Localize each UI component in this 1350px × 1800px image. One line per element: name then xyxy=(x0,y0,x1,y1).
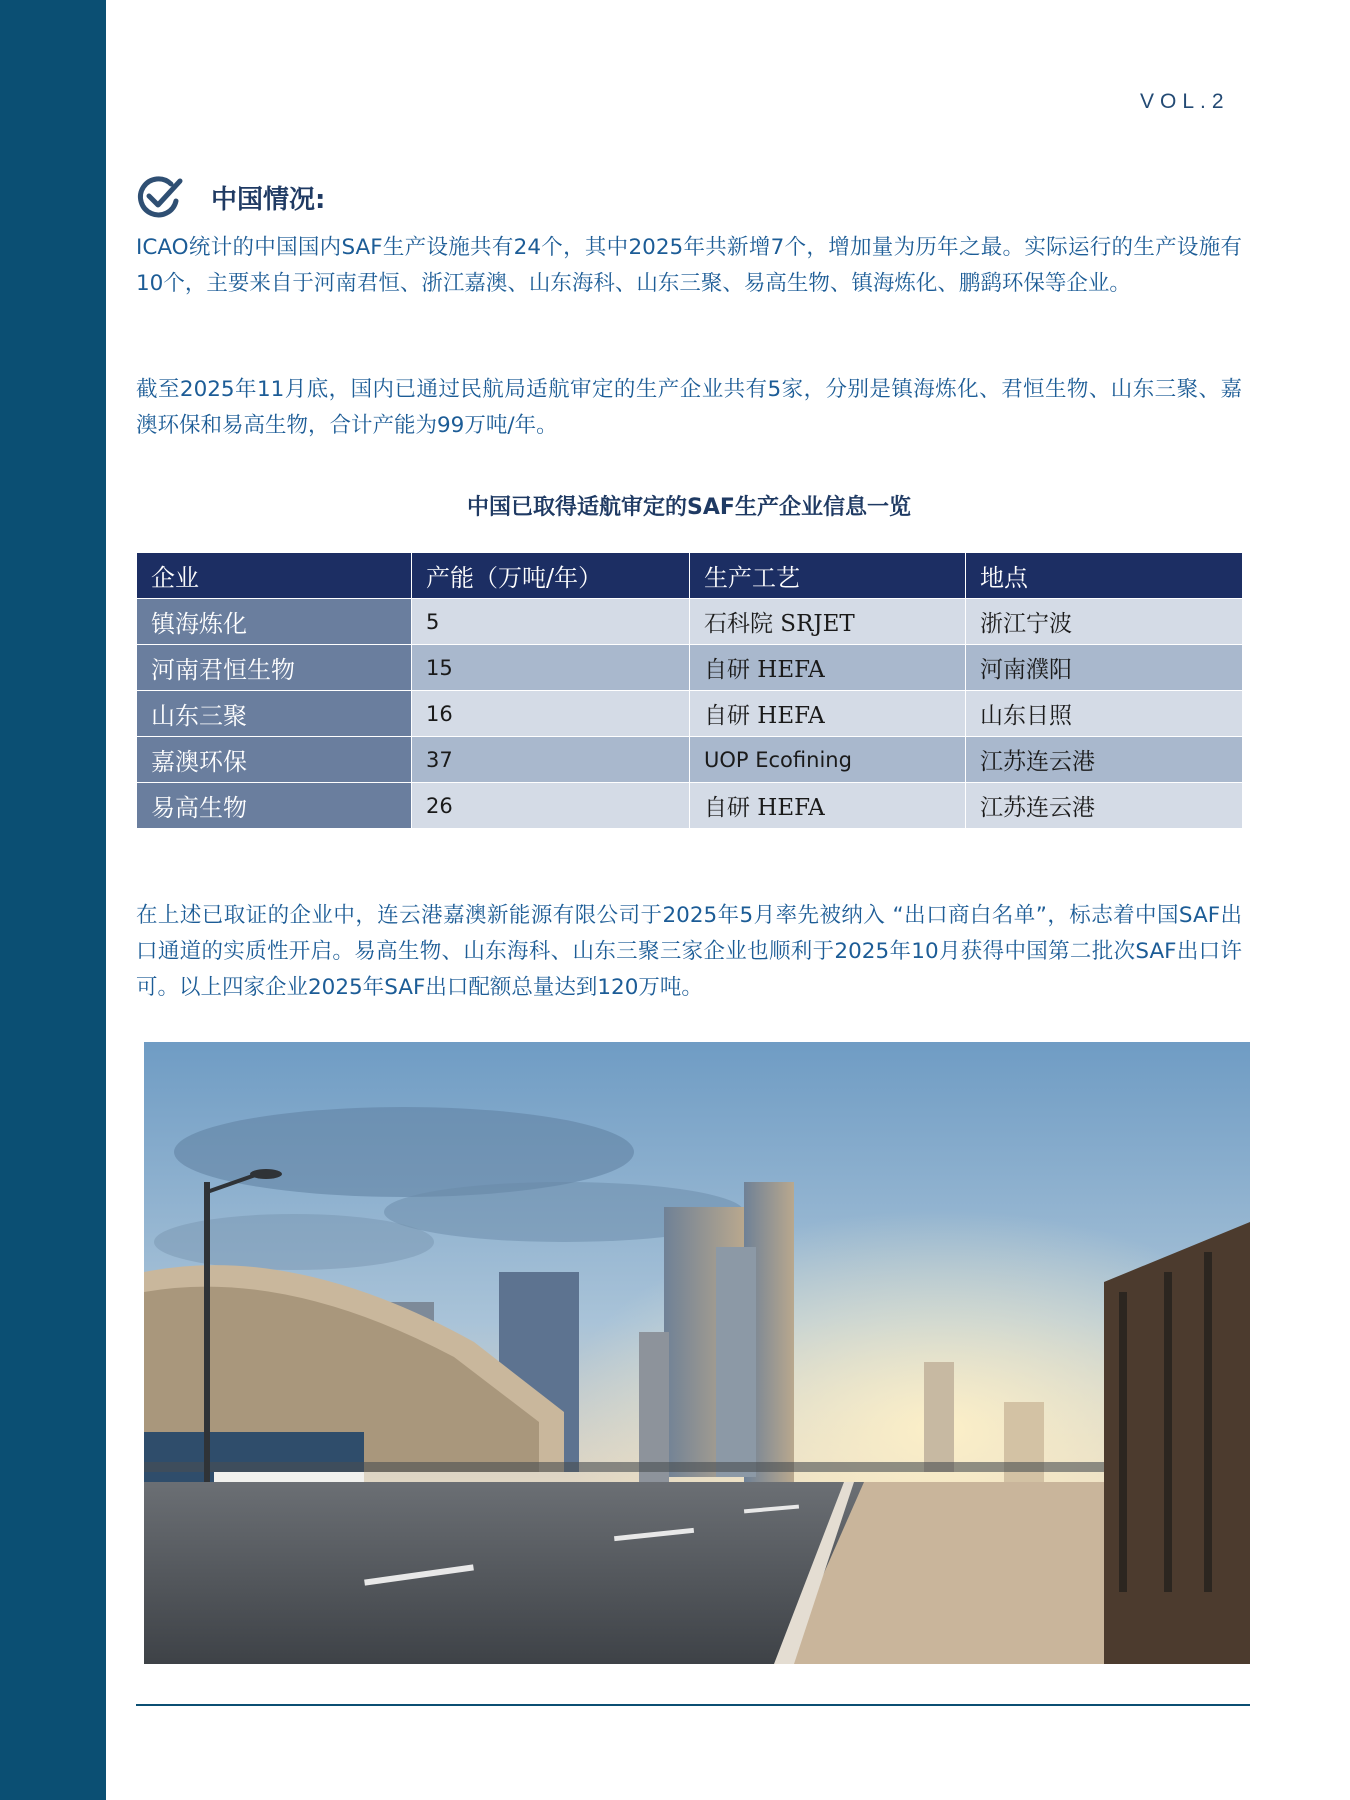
paragraph-certified: 截至2025年11月底，国内已通过民航局适航审定的生产企业共有5家，分别是镇海炼化、君恒生物、山东三聚、嘉澳环保和易高生物，合计产能为99万吨/年。 xyxy=(136,377,1242,438)
table-row xyxy=(137,645,1243,691)
table-caption: 中国已取得适航审定的SAF生产企业信息一览 xyxy=(467,495,911,520)
table-row xyxy=(137,691,1243,737)
header-company: 企业 xyxy=(137,553,412,599)
cell-company: 山东三聚 xyxy=(137,691,412,737)
cell-company: 易高生物 xyxy=(137,783,412,829)
table-row xyxy=(137,599,1243,645)
volume-label: VOL.2 xyxy=(1140,90,1230,113)
header-process: 生产工艺 xyxy=(690,553,966,599)
city-street-photo xyxy=(144,1042,1250,1664)
header-capacity: 产能（万吨/年） xyxy=(412,553,690,599)
cell-location: 河南濮阳 xyxy=(966,645,1243,691)
cell-capacity: 5 xyxy=(412,599,690,645)
cell-company: 河南君恒生物 xyxy=(137,645,412,691)
table-header-row xyxy=(137,553,1243,599)
cell-process: UOP Ecofining xyxy=(690,737,966,783)
cell-process: 石科院 SRJET xyxy=(690,599,966,645)
cell-location: 江苏连云港 xyxy=(966,737,1243,783)
table-row xyxy=(137,737,1243,783)
cell-location: 山东日照 xyxy=(966,691,1243,737)
cell-process: 自研 HEFA xyxy=(690,691,966,737)
cell-capacity: 15 xyxy=(412,645,690,691)
check-circle-icon xyxy=(135,174,183,220)
cell-company: 嘉澳环保 xyxy=(137,737,412,783)
city-street-illustration xyxy=(144,1042,1250,1664)
cell-capacity: 37 xyxy=(412,737,690,783)
cell-process: 自研 HEFA xyxy=(690,645,966,691)
paragraph-facilities: ICAO统计的中国国内SAF生产设施共有24个，其中2025年共新增7个，增加量为历年之最。实际运行的生产设施有10个，主要来自于河南君恒、浙江嘉澳、山东海科、山东三聚、易高生物、镇海炼化、鹏鹞环保等企业。 xyxy=(136,235,1242,296)
cell-capacity: 16 xyxy=(412,691,690,737)
cell-location: 江苏连云港 xyxy=(966,783,1243,829)
cell-process: 自研 HEFA xyxy=(690,783,966,829)
cell-company: 镇海炼化 xyxy=(137,599,412,645)
cell-location: 浙江宁波 xyxy=(966,599,1243,645)
section-heading xyxy=(135,174,325,220)
saf-producers-table xyxy=(136,552,1243,829)
paragraph-export: 在上述已取证的企业中，连云港嘉澳新能源有限公司于2025年5月率先被纳入 “出口商白名单”，标志着中国SAF出口通道的实质性开启。易高生物、山东海科、山东三聚三家企业也顺利于2025年10月获得中国第二批次SAF出口许可。以上四家企业2025年SAF出口配额总量达到120万吨。 xyxy=(136,903,1242,1000)
section-title: 中国情况: xyxy=(211,184,326,215)
table-row xyxy=(137,783,1243,829)
bottom-divider xyxy=(136,1704,1250,1706)
cell-capacity: 26 xyxy=(412,783,690,829)
left-accent-bar xyxy=(0,0,106,1800)
header-location: 地点 xyxy=(966,553,1243,599)
